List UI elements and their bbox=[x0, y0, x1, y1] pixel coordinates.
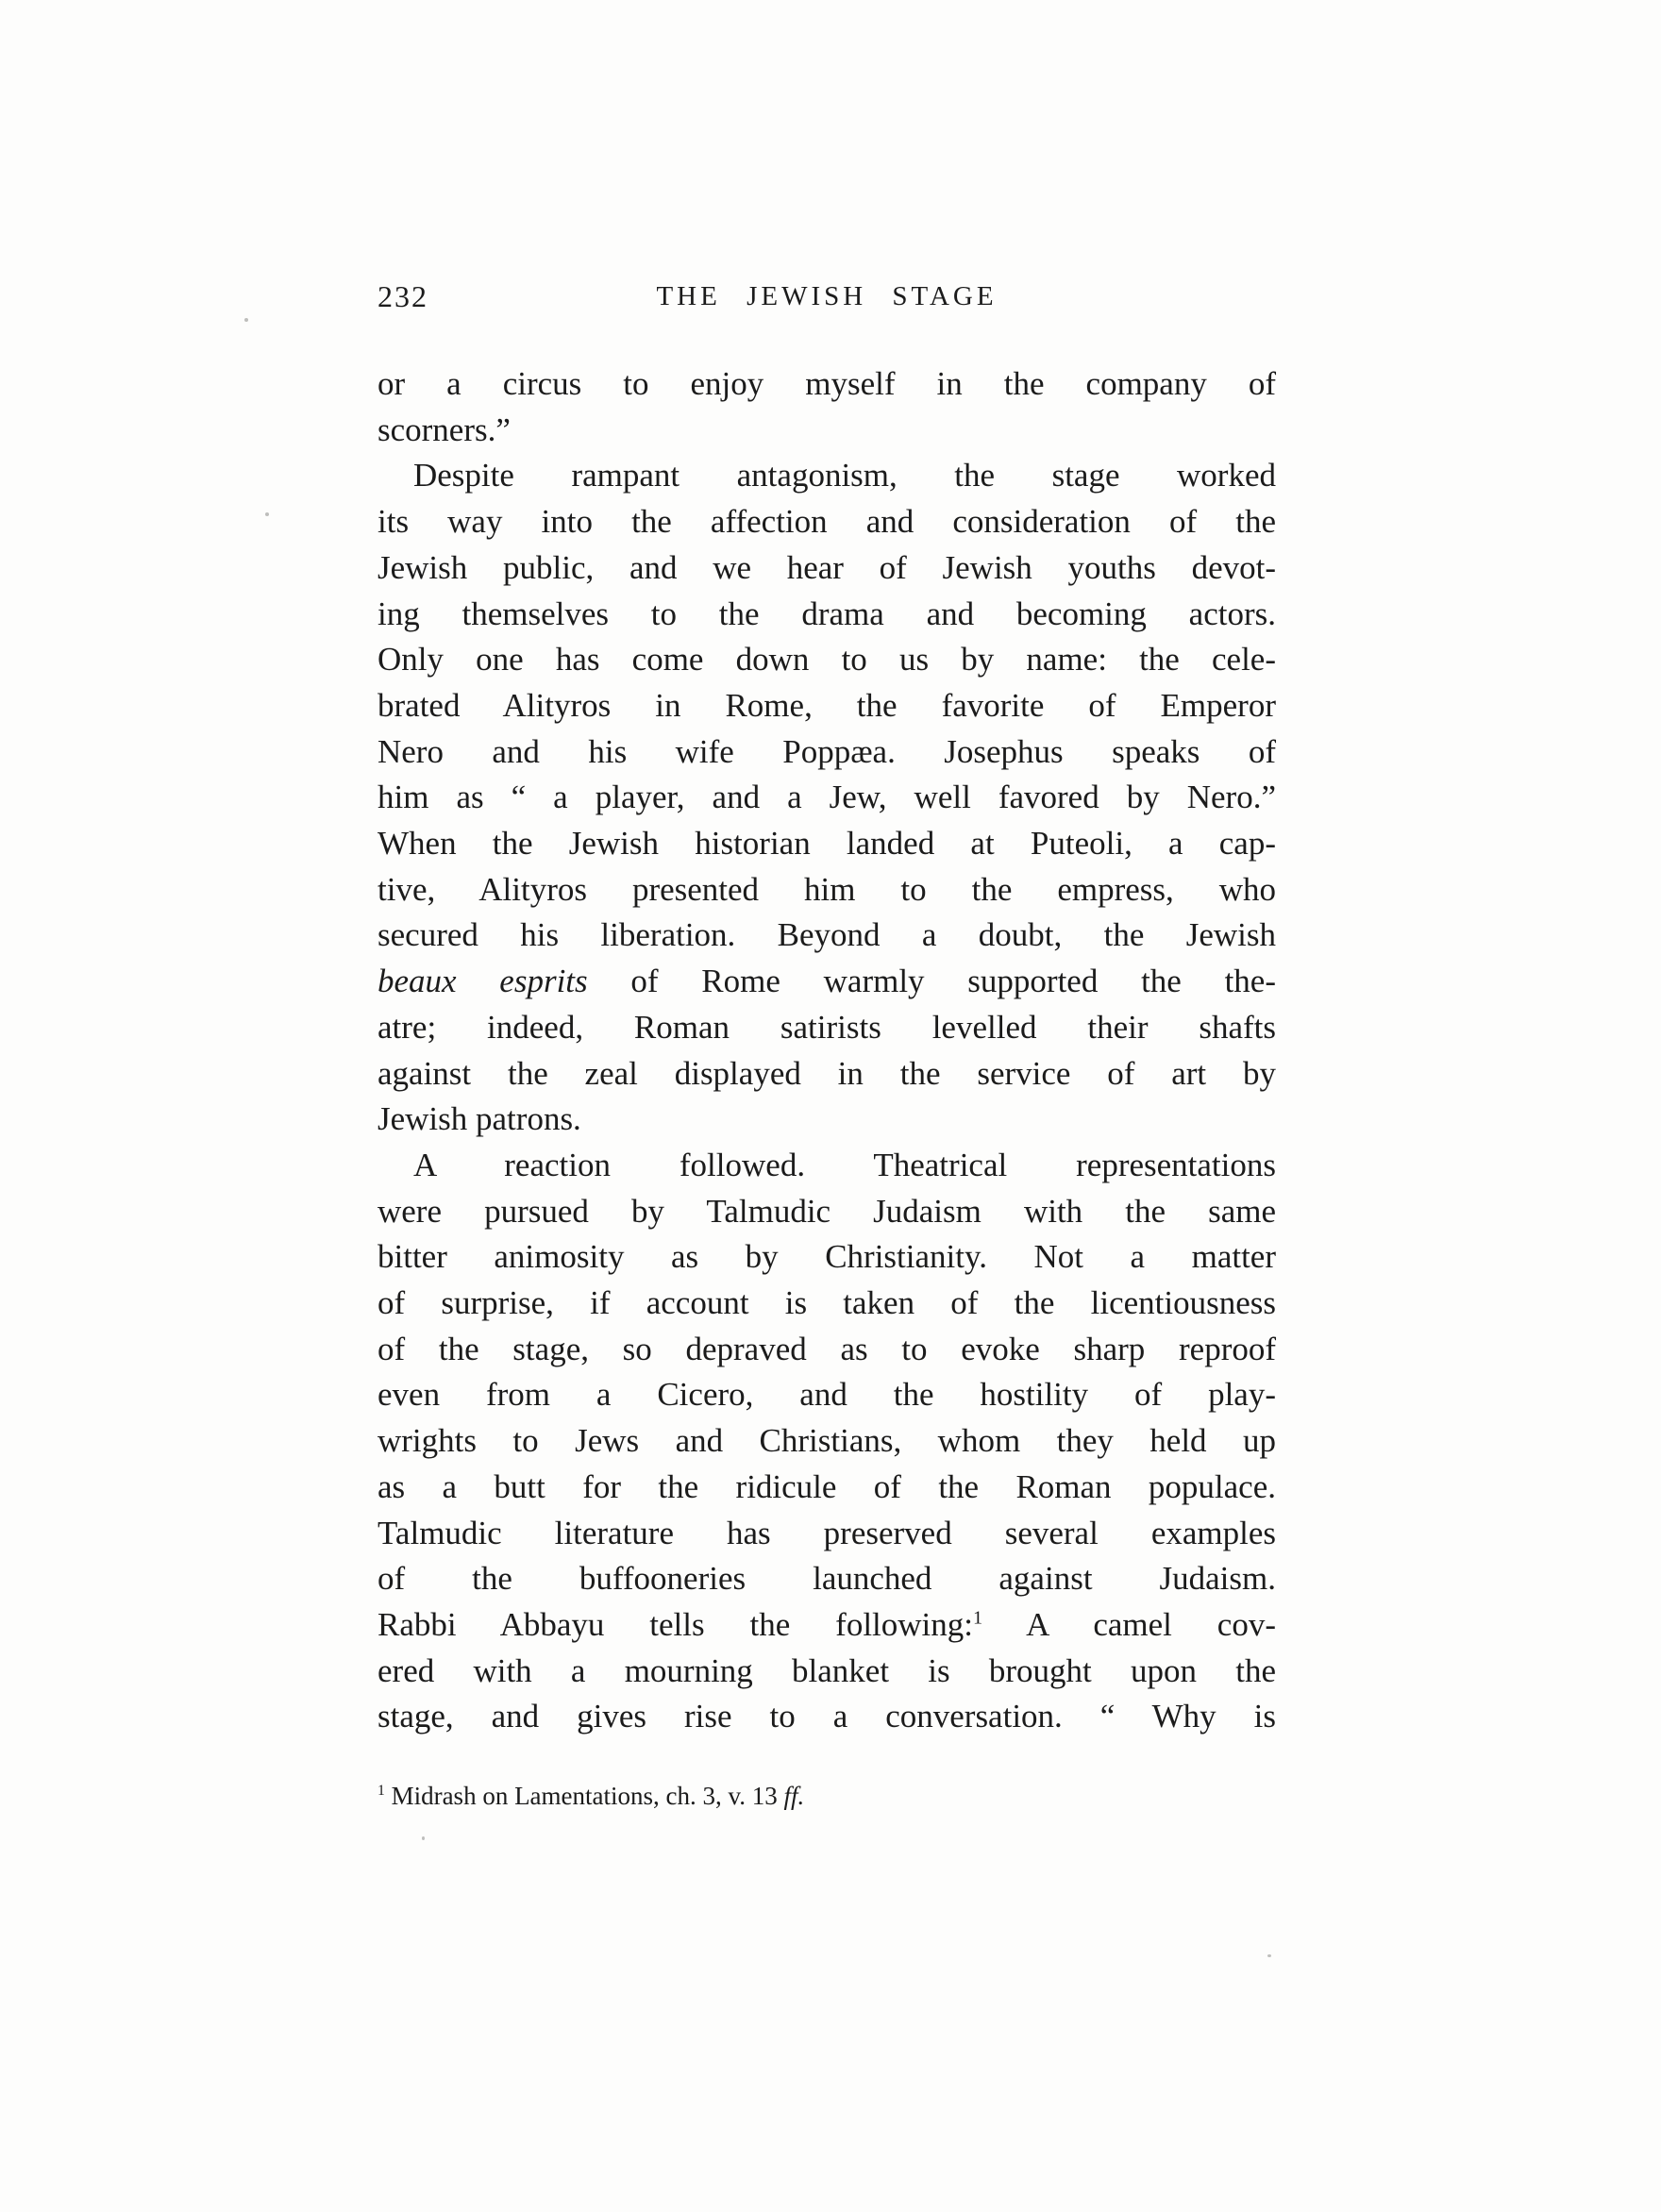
text-segment: Nero and his wife Poppæa. Josephus speaks of bbox=[378, 732, 1276, 770]
text-line bbox=[378, 592, 1276, 638]
running-header: THE JEWISH STAGE bbox=[656, 281, 998, 311]
text-segment: secured his liberation. Beyond a doubt, the Jewish bbox=[378, 916, 1276, 954]
text-segment: Talmudic literature has preserved several examples bbox=[378, 1514, 1276, 1551]
text-segment: When the Jewish historian landed at Puteoli, a cap- bbox=[378, 825, 1276, 863]
text-segment: tive, Alityros presented him to the empress, who bbox=[378, 870, 1276, 908]
text-line bbox=[378, 775, 1276, 821]
text-line bbox=[378, 1143, 1276, 1189]
text-segment: him as “ a player, and a Jew, well favored by Nero.” bbox=[378, 779, 1276, 816]
text-segment: brated Alityros in Rome, the favorite of Emperor bbox=[378, 686, 1276, 724]
text-segment: ered with a mourning blanket is brought upon the bbox=[378, 1651, 1276, 1689]
text-segment: Jewish public, and we hear of Jewish youths devot- bbox=[378, 548, 1276, 586]
text-line bbox=[378, 1005, 1276, 1051]
text-segment: A reaction followed. Theatrical representations bbox=[413, 1146, 1276, 1183]
text-segment: ing themselves to the drama and becoming actors. bbox=[378, 595, 1276, 632]
text-segment: even from a Cicero, and the hostility of play- bbox=[378, 1376, 1276, 1414]
text-segment: against the zeal displayed in the service of art by bbox=[378, 1054, 1276, 1092]
text-line bbox=[378, 729, 1276, 776]
text-segment: its way into the affection and consideration of the bbox=[378, 503, 1276, 541]
text-line bbox=[378, 1694, 1276, 1740]
text-segment: A camel cov- bbox=[982, 1605, 1276, 1643]
text-segment: wrights to Jews and Christians, whom they held up bbox=[378, 1422, 1276, 1460]
text-line bbox=[378, 453, 1276, 499]
text-segment: ff. bbox=[783, 1782, 805, 1810]
text-line bbox=[378, 408, 1276, 454]
text-line bbox=[378, 683, 1276, 729]
text-line bbox=[378, 1234, 1276, 1281]
text-line bbox=[378, 959, 1276, 1005]
text-segment: of Rome warmly supported the the- bbox=[587, 963, 1276, 1000]
text-line bbox=[378, 545, 1276, 592]
text-segment: Rabbi Abbayu tells the following: bbox=[378, 1605, 973, 1643]
text-line bbox=[378, 1780, 1276, 1812]
text-line bbox=[378, 1465, 1276, 1511]
footnote bbox=[378, 1780, 1276, 1812]
text-segment: of the stage, so depraved as to evoke sharp reproof bbox=[378, 1330, 1276, 1367]
text-line bbox=[378, 913, 1276, 959]
scan-speck bbox=[265, 512, 269, 516]
text-segment: atre; indeed, Roman satirists levelled their shafts bbox=[378, 1008, 1276, 1046]
page-number: 232 bbox=[378, 279, 428, 313]
text-segment: Midrash on Lamentations, ch. 3, v. 13 bbox=[384, 1782, 784, 1810]
scan-speck bbox=[422, 1836, 425, 1840]
text-segment: of surprise, if account is taken of the licentiousness bbox=[378, 1284, 1276, 1322]
text-line bbox=[378, 1649, 1276, 1695]
text-line bbox=[378, 361, 1276, 408]
text-line bbox=[378, 1327, 1276, 1373]
text-segment: Jewish patrons. bbox=[378, 1100, 581, 1138]
text-line bbox=[378, 1281, 1276, 1327]
body-text bbox=[378, 361, 1276, 1740]
text-line bbox=[378, 1602, 1276, 1649]
page-header bbox=[378, 279, 1276, 321]
text-segment: bitter animosity as by Christianity. Not a matter bbox=[378, 1238, 1276, 1276]
text-line bbox=[378, 1556, 1276, 1602]
scan-speck bbox=[1267, 1954, 1271, 1957]
text-line bbox=[378, 1051, 1276, 1098]
text-line bbox=[378, 1097, 1276, 1143]
text-segment: of the buffooneries launched against Judaism. bbox=[378, 1560, 1276, 1598]
text-line bbox=[378, 637, 1276, 683]
text-line bbox=[378, 821, 1276, 867]
text-segment: were pursued by Talmudic Judaism with the same bbox=[378, 1192, 1276, 1230]
footnote-marker: 1 bbox=[973, 1607, 983, 1629]
text-line bbox=[378, 867, 1276, 913]
text-segment: as a butt for the ridicule of the Roman populace. bbox=[378, 1467, 1276, 1505]
text-line bbox=[378, 1189, 1276, 1235]
text-line bbox=[378, 1372, 1276, 1418]
text-segment: beaux esprits bbox=[378, 963, 588, 1000]
text-line bbox=[378, 1418, 1276, 1465]
text-segment: Despite rampant antagonism, the stage worked bbox=[413, 457, 1276, 494]
text-segment: Only one has come down to us by name: the cele- bbox=[378, 641, 1276, 679]
text-line bbox=[378, 499, 1276, 545]
text-segment: scorners.” bbox=[378, 411, 511, 448]
text-line bbox=[378, 1511, 1276, 1557]
footnote-marker: 1 bbox=[378, 1783, 385, 1799]
text-segment: or a circus to enjoy myself in the company of bbox=[378, 365, 1276, 402]
scan-speck bbox=[244, 318, 248, 322]
text-segment: stage, and gives rise to a conversation. “ Why is bbox=[378, 1698, 1276, 1735]
